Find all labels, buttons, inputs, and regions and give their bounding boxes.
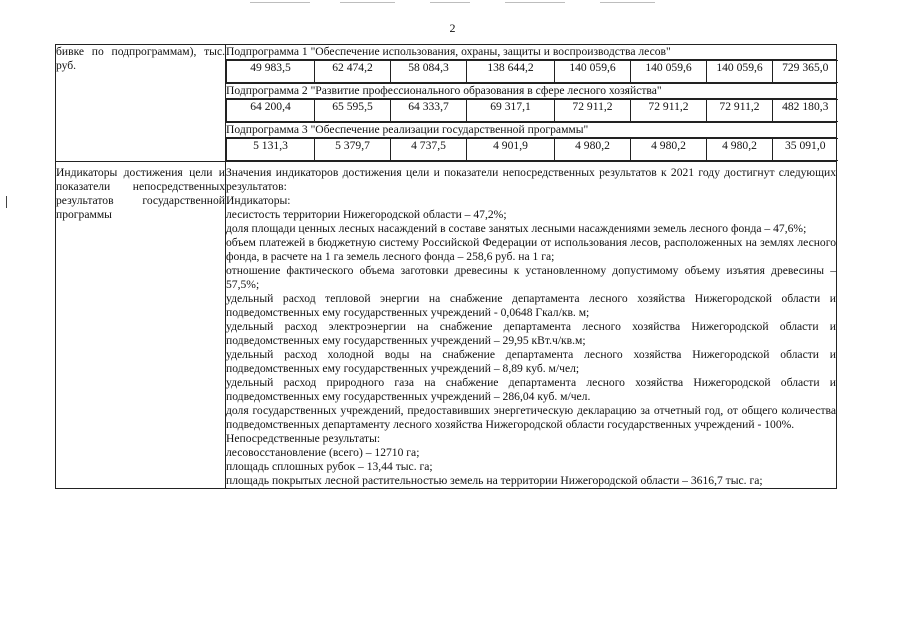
value-cell: 140 059,6 — [707, 61, 773, 83]
indicator-item: отношение фактического объема заготовки древесины к установленному допустимому объему изъятия древесины – 57,5%; — [226, 264, 836, 291]
scan-artifact — [340, 2, 395, 3]
value-cell: 4 980,2 — [707, 139, 773, 161]
indicators-text-cell — [226, 162, 837, 489]
value-cell: 140 059,6 — [631, 61, 707, 83]
value-cell: 49 983,5 — [227, 61, 315, 83]
funding-label-cell — [56, 45, 226, 162]
subprogram-title: Подпрограмма 3 "Обеспечение реализации государственной программы" — [226, 123, 837, 138]
result-item: площадь покрытых лесной растительностью земель на территории Нижегородской области – 3616,7 тыс. га; — [226, 474, 763, 487]
indicator-item: доля площади ценных лесных насаждений в составе занятых лесными насаждениями земель лесного фонда – 47,6%; — [226, 222, 807, 235]
value-cell: 69 317,1 — [467, 100, 555, 122]
indicator-item: удельный расход тепловой энергии на снабжение департамента лесного хозяйства Нижегородской области и подведомственных ему государственных учреждений - 0,0648 Гкал/кв. м; — [226, 292, 836, 319]
value-cell: 5 131,3 — [227, 139, 315, 161]
value-cell: 64 333,7 — [391, 100, 467, 122]
value-cell: 5 379,7 — [315, 139, 391, 161]
indicator-item: удельный расход природного газа на снабжение департамента лесного хозяйства Нижегородской области и подведомственных ему государственных учреждений – 286,04 куб. м/чел. — [226, 376, 836, 403]
results-heading: Непосредственные результаты: — [226, 432, 381, 445]
value-cell: 4 980,2 — [555, 139, 631, 161]
total-value-cell: 482 180,3 — [773, 100, 838, 122]
value-cell: 138 644,2 — [467, 61, 555, 83]
value-cell: 4 901,9 — [467, 139, 555, 161]
page-number: 2 — [449, 21, 456, 35]
result-item: лесовосстановление (всего) – 12710 га; — [226, 446, 420, 459]
scan-artifact — [250, 2, 310, 3]
indicator-item: доля государственных учреждений, предоставивших энергетическую декларацию за отчетный год, от общего количества подведомственных департаменту лесного хозяйства Нижегородской области государственных учреждений - 100%. — [226, 404, 836, 431]
indicators-intro: Значения индикаторов достижения цели и показатели непосредственных результатов к 2021 году достигнут следующих результатов: — [226, 166, 836, 193]
value-cell: 65 595,5 — [315, 100, 391, 122]
total-value-cell: 729 365,0 — [773, 61, 838, 83]
value-cell: 58 084,3 — [391, 61, 467, 83]
subprogram-1-title-row — [56, 45, 837, 60]
indicators-label: Индикаторы достижения цели и показатели непосредственных результатов государственной программы — [56, 166, 225, 221]
indicator-item: удельный расход холодной воды на снабжение департамента лесного хозяйства Нижегородской области и подведомственных ему государственных учреждений – 8,89 куб. м/чел; — [226, 348, 836, 375]
subprogram-values-table — [226, 138, 838, 161]
subprogram-title: Подпрограмма 2 "Развитие профессионального образования в сфере лесного хозяйства" — [226, 84, 837, 99]
result-item: площадь сплошных рубок – 13,44 тыс. га; — [226, 460, 433, 473]
value-cell: 72 911,2 — [631, 100, 707, 122]
scan-artifact — [505, 2, 565, 3]
value-cell: 72 911,2 — [555, 100, 631, 122]
indicator-item: удельный расход электроэнергии на снабжение департамента лесного хозяйства Нижегородской области и подведомственных ему государственных учреждений – 29,95 кВт.ч/кв.м; — [226, 320, 836, 347]
value-cell: 62 474,2 — [315, 61, 391, 83]
indicator-item: объем платежей в бюджетную систему Российской Федерации от использования лесов, расположенных на землях лесного фонда, в расчете на 1 га земель лесного фонда – 258,6 руб. на 1 га; — [226, 236, 836, 263]
total-value-cell: 35 091,0 — [773, 139, 838, 161]
funding-label: бивке по подпрограммам), тыс. руб. — [56, 45, 225, 72]
value-cell: 4 737,5 — [391, 139, 467, 161]
indicators-label-cell — [56, 162, 226, 489]
value-cell: 64 200,4 — [227, 100, 315, 122]
value-cell: 72 911,2 — [707, 100, 773, 122]
program-passport-table — [55, 44, 837, 489]
scan-artifact — [600, 2, 655, 3]
indicator-item: лесистость территории Нижегородской области – 47,2%; — [226, 208, 507, 221]
subprogram-values-table — [226, 60, 838, 83]
indicators-row — [56, 162, 837, 489]
value-cell: 4 980,2 — [631, 139, 707, 161]
value-cell: 140 059,6 — [555, 61, 631, 83]
subprogram-title: Подпрограмма 1 "Обеспечение использования, охраны, защиты и воспроизводства лесов" — [226, 45, 837, 60]
scan-margin-mark — [6, 196, 7, 208]
indicators-heading: Индикаторы: — [226, 194, 291, 207]
subprogram-values-table — [226, 99, 838, 122]
scan-artifact — [430, 2, 470, 3]
